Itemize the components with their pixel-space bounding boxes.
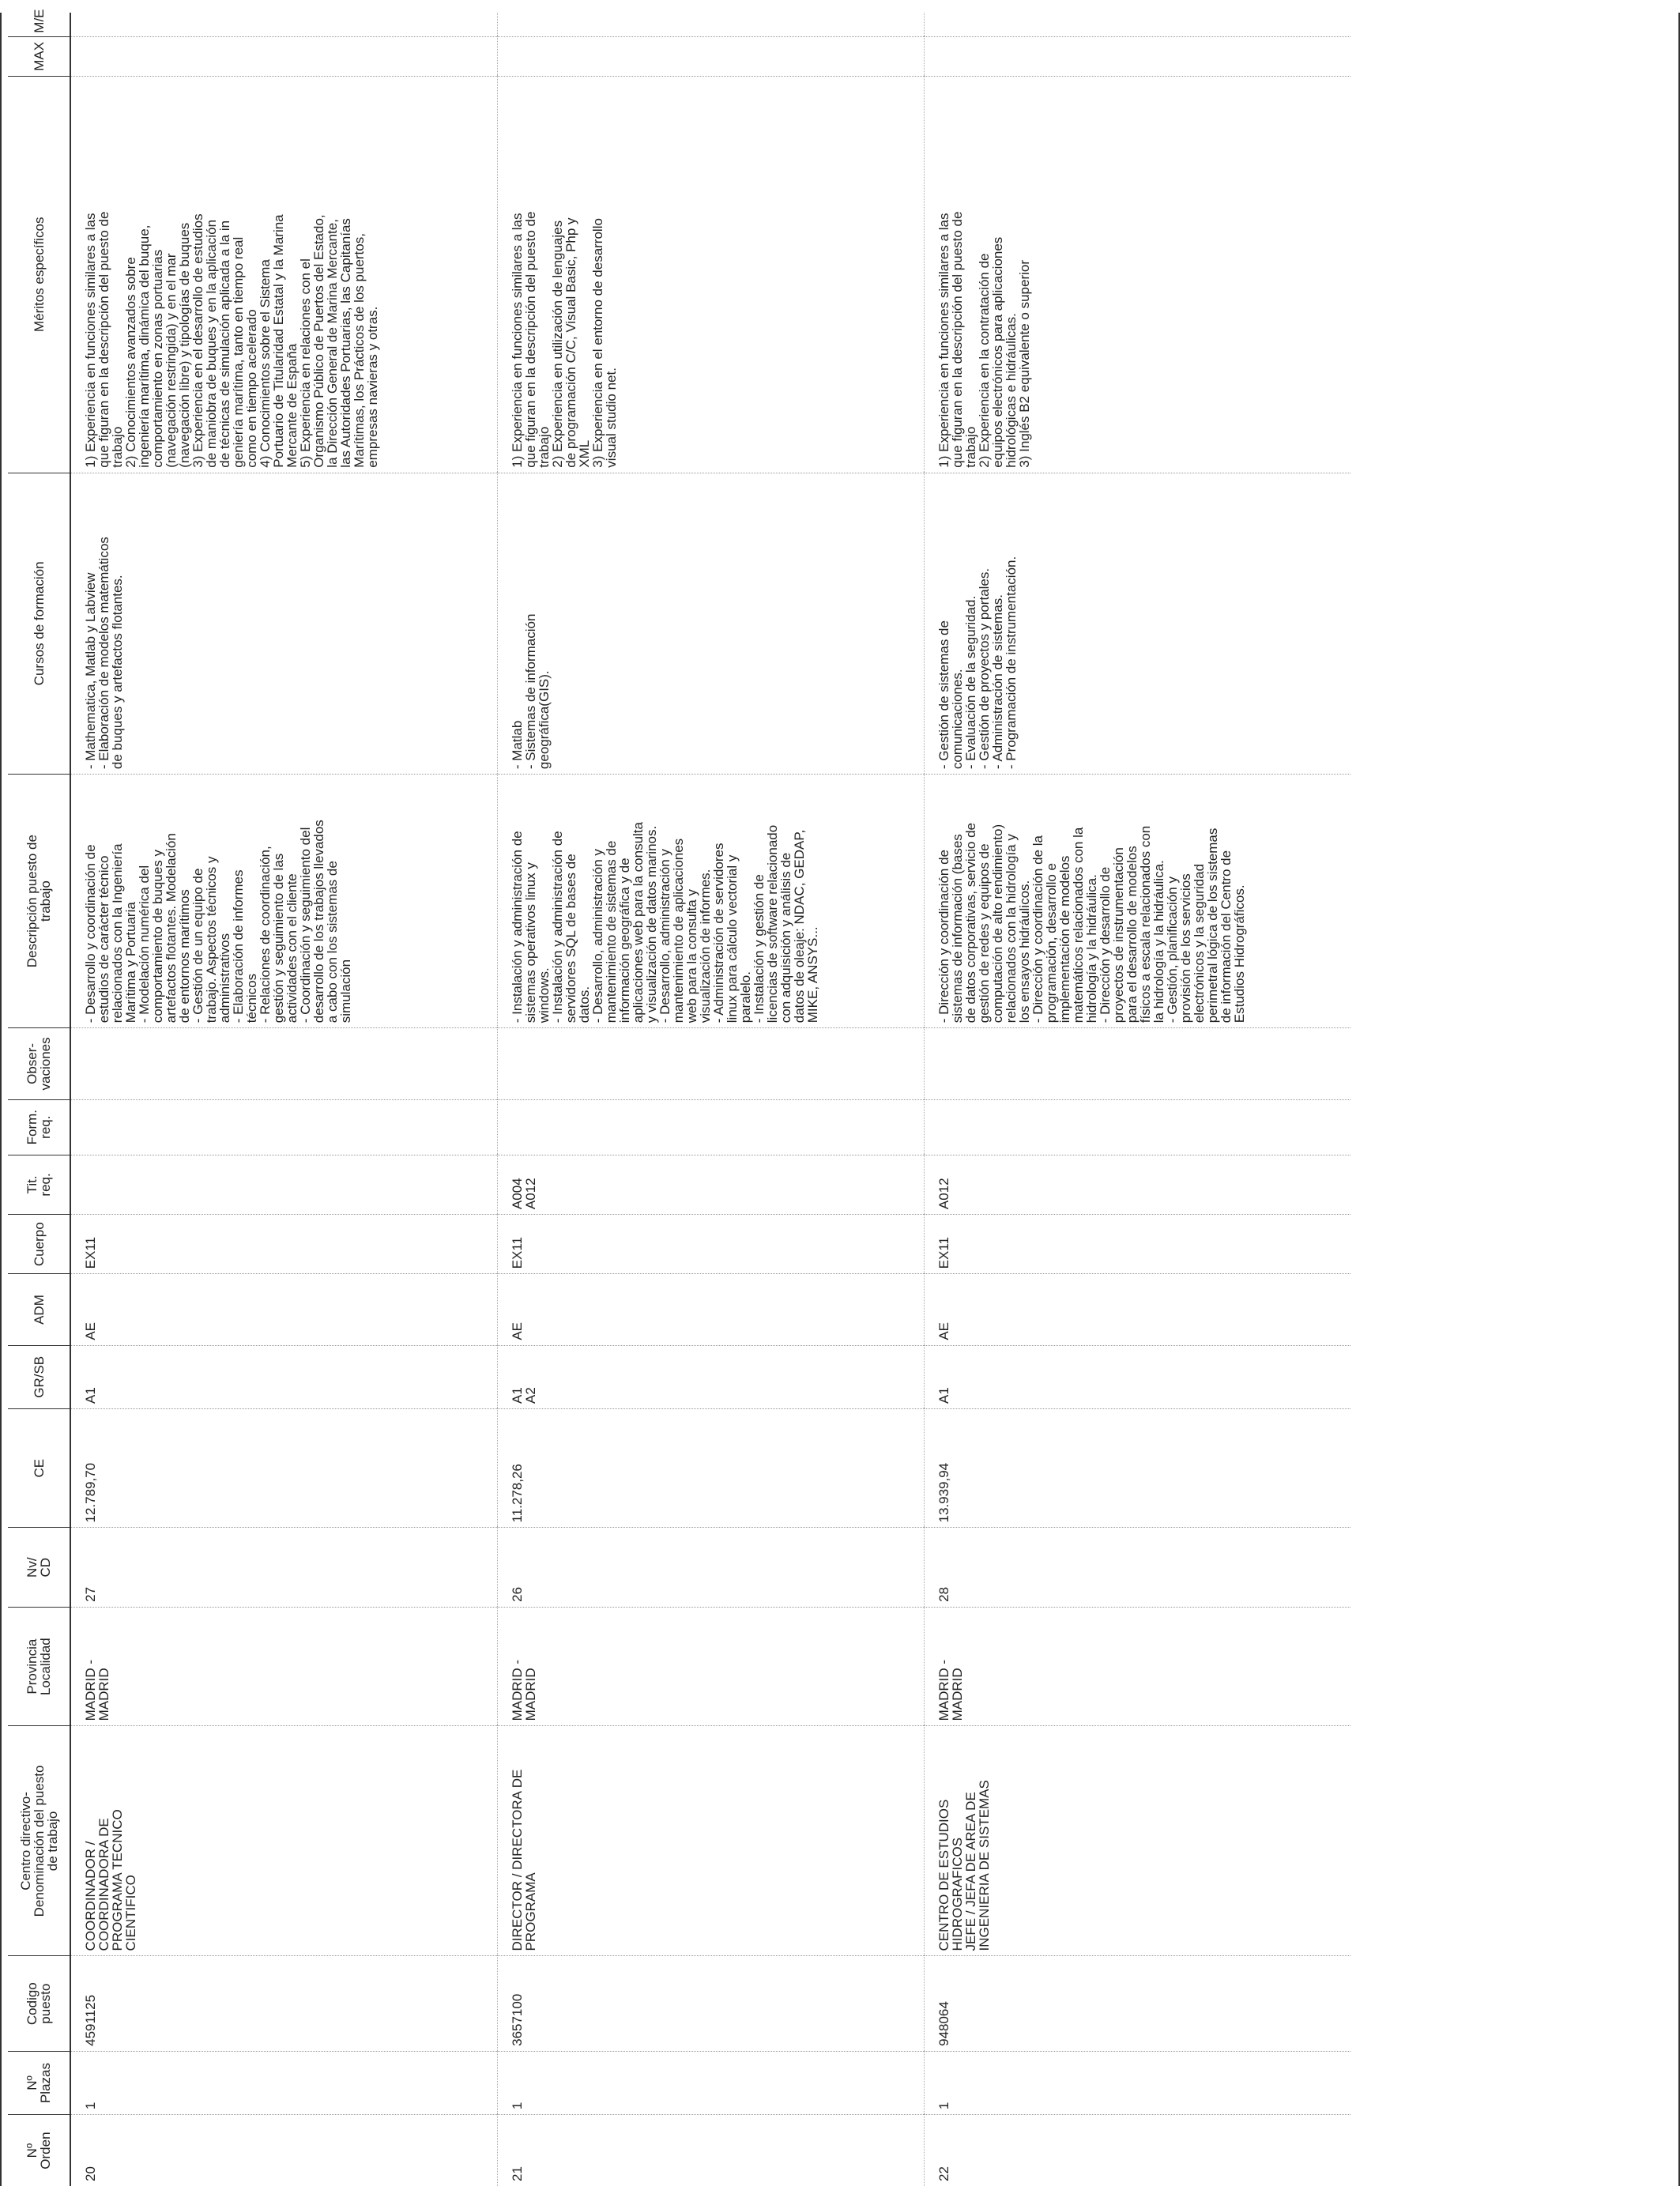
cell-me [497,13,924,36]
table-row [924,13,1350,2186]
header-nivel: Nv/ CD [8,1528,70,1607]
header-orden: Nº Orden [8,2115,70,2186]
cell-adm: AE [70,1274,497,1345]
header-descripcion: Descripción puesto de trabajo [8,775,70,1028]
positions-table [8,9,1350,2186]
cell-cuerpo: EX11 [924,1215,1350,1274]
header-cuerpo: Cuerpo [8,1215,70,1274]
cell-provincia: MADRID - MADRID [924,1607,1350,1726]
cell-grupo: A1 [70,1345,497,1408]
cell-descripcion: - Instalación y administración de sistemas operativos linux y windows. - Instalación y administración de servidores SQL de bases de datos. - Desarrollo, administración y mantenimiento de sistemas de información geográfica y de aplicaciones web para la consulta y visualización de datos marinos. - Desarrollo, administración y mantenimiento de aplicaciones web para la consulta y visualización de informes. - Administración de servidores linux para cálculo vectorial y paralelo. - Instalación y gestión de licencias de software relacionado con adquisición y análisis de datos de oleaje: NDAC, GEDAP, MIKE, ANSYS... [497,775,924,1028]
cell-form [924,1099,1350,1155]
cell-meritos: 1) Experiencia en funciones similares a las que figuran en la descripción del puesto de trabajo 2) Experiencia en utilización de lenguajes de programación C/C, Visual Basic, Php y XML 3) Experiencia en el entorno de desarrollo visual studio net. [497,76,924,473]
table-row [497,13,924,2186]
cell-meritos: 1) Experiencia en funciones similares a las que figuran en la descripción del puesto de trabajo 2) Conocimientos avanzados sobre ingeniería marítima, dinámica del buque, comportamiento en zonas portuarias (navegación restringida) y en el mar (navegación libre) y tipologías de buques 3) Experiencia en el desarrollo de estudios de maniobra de buques y en la aplicación de técnicas de simulación aplicada a la in geniería marítima, tanto en tiempo real como en tiempo acelerado 4) Conocimientos sobre el Sistema Portuario de Titularidad Estatal y la Marina Mercante de España 5) Experiencia en relaciones con el Organismo Público de Puertos del Estado, la Dirección General de Marina Mercante, las Autoridades Portuarias, las Capitanías Marítimas, los Prácticos de los puertos, empresas navieras y otras. [70,76,497,473]
cell-provincia: MADRID - MADRID [497,1607,924,1726]
cell-me [70,13,497,36]
cell-orden: 20 [70,2115,497,2186]
header-obs: Obser- vaciones [8,1028,70,1099]
header-me: M/E [8,13,70,36]
cell-plazas: 1 [924,2051,1350,2114]
cell-ce: 12.789,70 [70,1408,497,1528]
cell-tit [70,1155,497,1214]
cell-codigo: 4591125 [70,1956,497,2051]
header-plazas: Nº Plazas [8,2051,70,2114]
header-form: Form. req. [8,1099,70,1155]
cell-obs [70,1028,497,1099]
cell-obs [497,1028,924,1099]
cell-form [497,1099,924,1155]
top-rule [0,13,2,2186]
cell-max [497,36,924,76]
cell-max [924,36,1350,76]
cell-adm: AE [497,1274,924,1345]
cell-cursos: - Gestión de sistemas de comunicaciones. - Evaluación de la seguridad. - Gestión de proyectos y portales. - Administración de sistemas. - Programación de instrumentación. [924,473,1350,774]
cell-max [70,36,497,76]
cell-cuerpo: EX11 [497,1215,924,1274]
header-row [8,13,70,2186]
cell-me [924,13,1350,36]
cell-nivel: 26 [497,1528,924,1607]
cell-plazas: 1 [497,2051,924,2114]
header-centro: Centro directivo- Denominación del puesto de trabajo [8,1726,70,1956]
cell-codigo: 3657100 [497,1956,924,2051]
cell-adm: AE [924,1274,1350,1345]
cell-descripcion: - Dirección y coordinación de sistemas de información (bases de datos corporativas, servicio de gestión de redes y equipos de computación de alto rendimiento) relacionados con la hidrología y los ensayos hidráulicos. - Dirección y coordinación de la programación, desarrollo e implementación de modelos matemáticos relacionados con la hidrología y la hidráulica. - Dirección y desarrollo de proyectos de instrumentación para el desarrollo de modelos físicos a escala relacionados con la hidrología y la hidráulica. - Gestión, planificación y provisión de los servicios electrónicos y la seguridad perimetral lógica de los sistemas de información del Centro de Estudios Hidrográficos. [924,775,1350,1028]
cell-nivel: 27 [70,1528,497,1607]
cell-orden: 22 [936,2166,951,2181]
cell-ce: 11.278,26 [497,1408,924,1528]
cell-plazas: 1 [70,2051,497,2114]
cell-grupo: A1 A2 [497,1345,924,1408]
header-meritos: Méritos específicos [8,76,70,473]
cell-codigo: 948064 [924,1956,1350,2051]
cell-nivel: 28 [924,1528,1350,1607]
cell-obs [924,1028,1350,1099]
cell-centro: DIRECTOR / DIRECTORA DE PROGRAMA [497,1726,924,1956]
header-tit: Tit. req. [8,1155,70,1214]
cell-descripcion: - Desarrollo y coordinación de estudios de carácter técnico relacionados con la Ingeniería Marítima y Portuaria - Modelación numérica del comportamiento de buques y artefactos flotantes. Modelación de entornos marítimos - Gestión de un equipo de trabajo. Aspectos técnicos y administrativos - Elaboración de informes técnicos - Relaciones de coordinación, gestión y seguimiento de las actividades con el cliente - Coordinación y seguimiento del desarrollo de los trabajos llevados a cabo con los sistemas de simulación [70,775,497,1028]
cell-grupo: A1 [924,1345,1350,1408]
cell-cuerpo: EX11 [70,1215,497,1274]
cell-tit: A004 A012 [497,1155,924,1214]
cell-cursos: - Matlab - Sistemas de información geográfica(GIS). [497,473,924,774]
cell-provincia: MADRID - MADRID [70,1607,497,1726]
header-codigo: Codigo puesto [8,1956,70,2051]
header-grupo: GR/SB [8,1345,70,1408]
table-row [70,13,497,2186]
cell-meritos: 1) Experiencia en funciones similares a las que figuran en la descripción del puesto de trabajo 2) Experiencia en la contratación de equipos electrónicos para aplicaciones hidrológicas e hidráulicas. 3) Inglés B2 equivalente o superior [924,76,1350,473]
cell-centro: CENTRO DE ESTUDIOS HIDROGRAFICOS JEFE / JEFA DE AREA DE INGENIERIA DE SISTEMAS [924,1726,1350,1956]
header-adm: ADM [8,1274,70,1345]
header-provincia: Provincia Localidad [8,1607,70,1726]
cell-form [70,1099,497,1155]
cell-centro: COORDINADOR / COORDINADORA DE PROGRAMA TECNICO CIENTIFICO [70,1726,497,1956]
cell-ce: 13.939,94 [924,1408,1350,1528]
cell-cursos: - Mathematica, Matlab y Labview - Elaboración de modelos matemáticos de buques y artefactos flotantes. [70,473,497,774]
cell-orden: 21 [497,2115,924,2186]
header-max: MAX [8,36,70,76]
cell-tit: A012 [924,1155,1350,1214]
header-cursos: Cursos de formación [8,473,70,774]
header-ce: CE [8,1408,70,1528]
